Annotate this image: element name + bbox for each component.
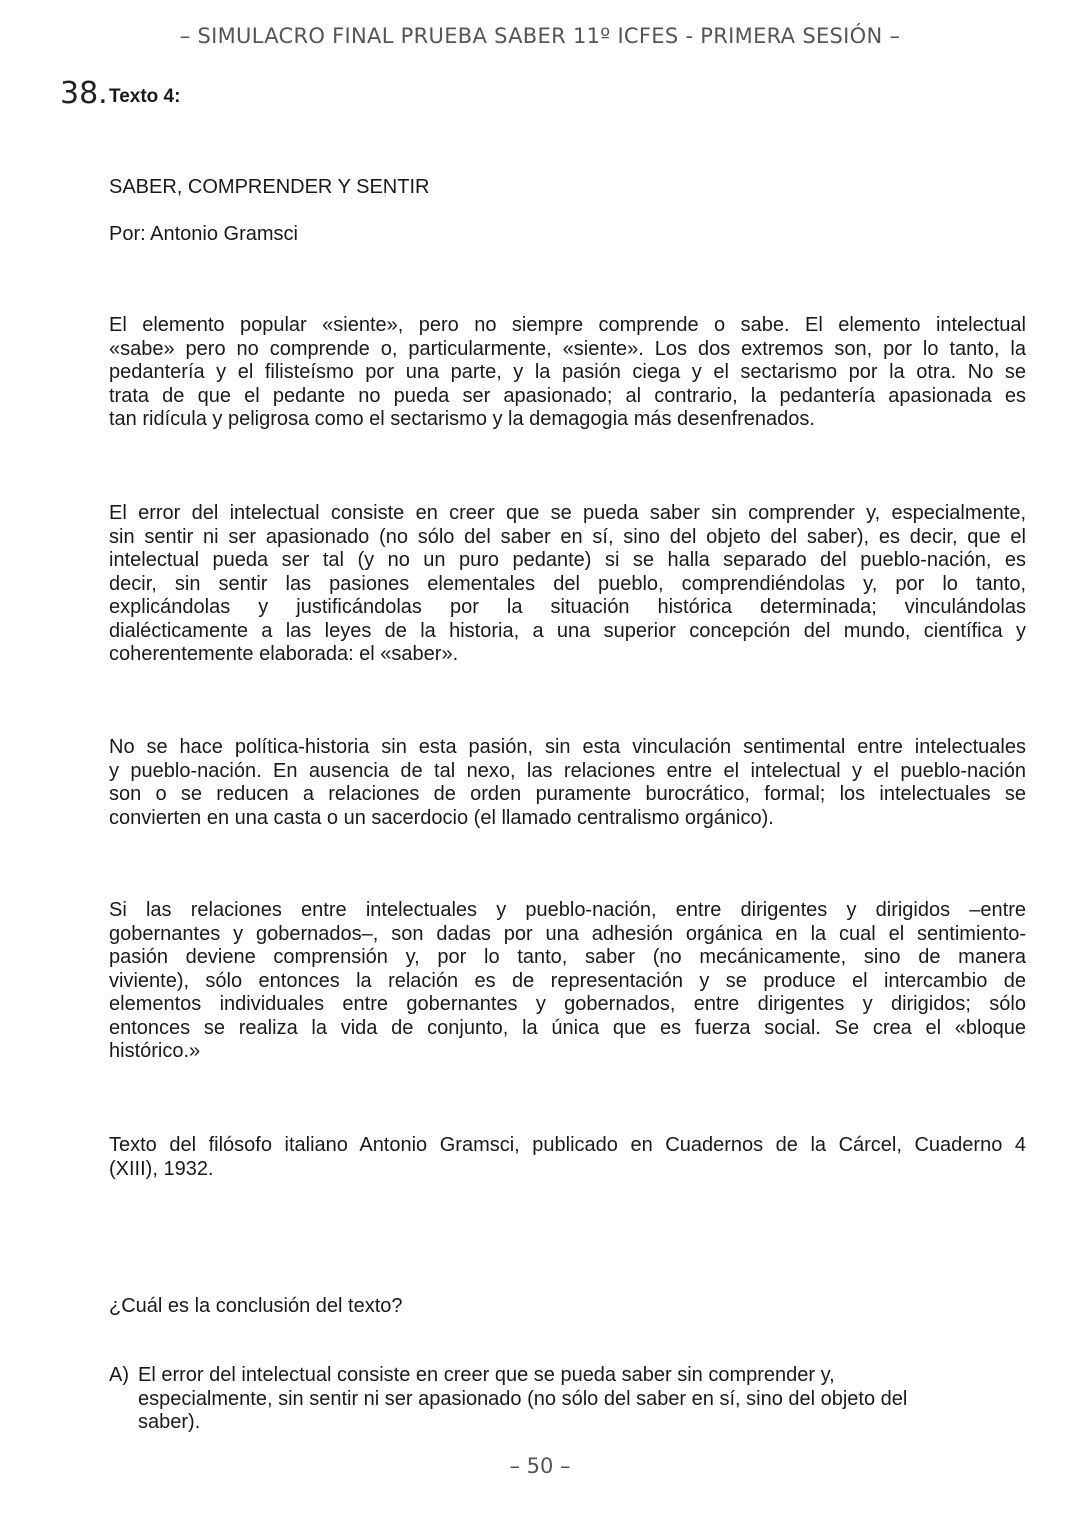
text-line: sin sentir ni ser apasionado (no sólo del saber en sí, sino del objeto del saber), es decir, que el [109, 525, 1026, 548]
text-line: entonces se realiza la vida de conjunto, la única que es fuerza social. Se crea el «bloque [109, 1016, 1026, 1039]
paragraph-4 [109, 899, 1026, 1064]
option-line: especialmente, sin sentir ni ser apasionado (no sólo del saber en sí, sino del objeto del [138, 1387, 908, 1410]
option-a[interactable] [109, 1364, 1009, 1435]
text-line: pedantería y el filisteísmo por una parte, y la pasión ciega y el sectarismo por la otra. No se [109, 361, 1026, 383]
text-line: gobernantes y gobernados–, son dadas por una adhesión orgánica en la cual el sentimiento- [109, 922, 1026, 945]
paragraph-3 [109, 736, 1026, 830]
paragraph-1 [109, 314, 1026, 432]
text-line: explicándolas y justificándolas por la situación histórica determinada; vinculándolas [109, 596, 1026, 618]
question-label: Texto 4: [109, 86, 181, 107]
option-line: saber). [138, 1411, 201, 1433]
option-letter: A) [109, 1364, 129, 1386]
text-line: elementos individuales entre gobernantes y gobernados, entre dirigentes y dirigidos; sólo [109, 993, 1026, 1015]
option-line: El error del intelectual consiste en creer que se pueda saber sin comprender y, [138, 1364, 835, 1386]
text-line: No se hace política-historia sin esta pasión, sin esta vinculación sentimental entre intelectuales [109, 736, 1026, 758]
text-line: El error del intelectual consiste en creer que se pueda saber sin comprender y, especialmente, [109, 502, 1026, 524]
text-line: convierten en una casta o un sacerdocio (el llamado centralismo orgánico). [109, 806, 774, 829]
text-line: «sabe» pero no comprende o, particularmente, «siente». Los dos extremos son, por lo tanto, la [109, 337, 1026, 360]
text-line: decir, sin sentir las pasiones elementales del pueblo, comprendiéndolas y, por lo tanto, [109, 572, 1026, 595]
text-line: son o se reducen a relaciones de orden puramente burocrático, formal; los intelectuales se [109, 783, 1026, 805]
text-line: trata de que el pedante no pueda ser apasionado; al contrario, la pedantería apasionada es [109, 384, 1026, 407]
text-line: viviente), sólo entonces la relación es de representación y se produce el intercambio de [109, 969, 1026, 992]
text-line: intelectual pueda ser tal (y no un puro pedante) si se halla separado del pueblo-nación, es [109, 549, 1026, 571]
text-line: Texto del filósofo italiano Antonio Gramsci, publicado en Cuadernos de la Cárcel, Cuaderno 4 [109, 1134, 1026, 1156]
question-prompt: ¿Cuál es la conclusión del texto? [109, 1295, 403, 1317]
text-line: (XIII), 1932. [109, 1157, 214, 1180]
page-header: – SIMULACRO FINAL PRUEBA SABER 11º ICFES - PRIMERA SESIÓN – [179, 24, 901, 48]
text-line: Si las relaciones entre intelectuales y pueblo-nación, entre dirigentes y dirigidos –entre [109, 899, 1026, 921]
question-number: 38. [60, 76, 108, 111]
text-line: y pueblo-nación. En ausencia de tal nexo, las relaciones entre el intelectual y el pueblo-nación [109, 759, 1026, 782]
text-title: SABER, COMPRENDER Y SENTIR [109, 176, 430, 198]
paragraph-2 [109, 502, 1026, 667]
page-number: – 50 – [509, 1454, 571, 1478]
text-line: pasión deviene comprensión y, por lo tanto, saber (no mecánicamente, sino de manera [109, 946, 1026, 968]
text-line: coherentemente elaborada: el «saber». [109, 643, 459, 665]
text-line: tan ridícula y peligrosa como el sectarismo y la demagogia más desenfrenados. [109, 408, 815, 430]
text-author: Por: Antonio Gramsci [109, 223, 298, 245]
source-note [109, 1134, 1026, 1181]
text-line: histórico.» [109, 1040, 201, 1062]
text-line: dialécticamente a las leyes de la historia, a una superior concepción del mundo, científica y [109, 619, 1026, 642]
text-line: El elemento popular «siente», pero no siempre comprende o sabe. El elemento intelectual [109, 314, 1026, 336]
